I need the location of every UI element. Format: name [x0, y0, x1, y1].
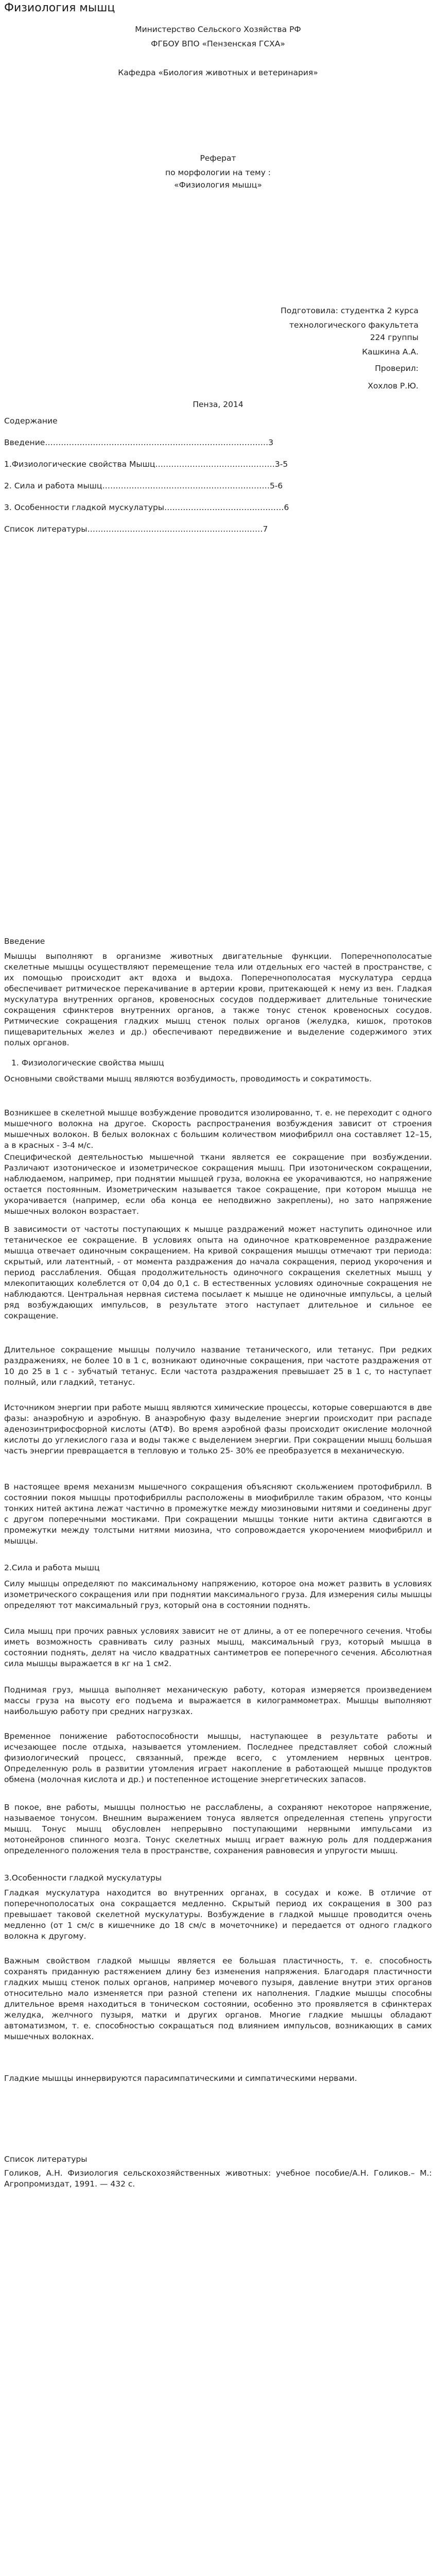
document-title: Физиология мышц	[4, 2, 115, 14]
cover-author-name: Кашкина А.А.	[362, 347, 418, 357]
cover-group: 224 группы	[370, 333, 418, 342]
cover-topic: «Физиология мышц»	[174, 180, 262, 190]
section-2-heading: 2.Сила и работа мышц	[4, 1563, 100, 1572]
section-paragraph: Гладкая мускулатура находится во внутренних органах, в сосудах и коже. В отличие от поперечнополосатых она сокращается медленно. Скрытый период их сокращения в 300 раз превышает таковой скелетной мускулатуры. Возбуждение в гладкой мышце проводится очень медленно (от 1 см/с в кишечнике до 18 см/с в мочеточнике) и передается от одного гладкого волокна к другому.	[4, 1888, 432, 1941]
toc-item: 1.Физиологические свойства Мышц………………………………………3-5	[4, 460, 288, 469]
intro-paragraph: Мышцы выполняют в организме животных двигательные функции. Поперечнополосатые скелетные мышцы осуществляют перемещение тела или отдельных его частей в пространстве, с их помощью происходит акт вдоха и выдоха. Поперечнополосатая мускулатура сердца обеспечивает ритмическое перекачивание в артерии крови, притекающей к нему из вен. Гладкая мускулатура внутренних органов, кровеносных сосудов поддерживает длительные тонические сокращения сфинктеров внутренних органов, а также тонус стенок кровеносных сосудов. Ритмические сокращения гладких мышц стенок полых органов (желудка, кишок, протоков пищеварительных желез и др.) обеспечивают передвижение и выделение содержимого этих полых органов.	[4, 952, 432, 1047]
toc-item: 2. Сила и работа мышц………………………………………………………5-6	[4, 481, 283, 490]
section-paragraph: В покое, вне работы, мышцы полностью не расслаблены, а сохраняют некоторое напряжение, называемое тонусом. Внешним выражением тонуса является определенная степень упругости мышц. Тонус мышц обусловлен непрерывно поступающими нервными импульсами из мотонейронов спинного мозга. Тонус скелетных мышц играет важную роль для поддержания определенного положения тела в пространстве, сохранения равновесия и упругости мышц.	[4, 1803, 432, 1855]
section-1-heading: 1. Физиологические свойства мышц	[11, 1058, 164, 1067]
toc-item: Список литературы…………………………………………………………7	[4, 524, 268, 534]
cover-ministry: Министерство Сельского Хозяйства РФ	[135, 25, 301, 34]
section-paragraph: Возникшее в скелетной мышце возбуждение проводится изолированно, т. е. не переходит с одного мышечного волокна на другое. Скорость распространения возбуждения зависит от строения мышечных волокон. В белых волокнах с большим количеством миофибрилл она составляет 12–15, а в красных - 3-4 м/с.	[4, 1108, 432, 1150]
cover-report-type: Реферат	[200, 154, 236, 163]
section-paragraph: В настоящее время механизм мышечного сокращения объясняют скольжением протофибрилл. В состоянии покоя мышцы протофибриллы расположены в миофибрилле таким образом, что концы тонких нитей актина лежат частично в промежутке между миозиновыми нитями и соединены друг с другом поперечными мостиками. При сокращении мышцы тонкие нити актина сдвигаются в промежутки между толстыми нитями миозина, что сопровождается укорочением миофибрилл и мышцы.	[4, 1482, 432, 1546]
toc-item: Введение…………………………………………………………………………3	[4, 438, 274, 447]
cover-checker-name: Хохлов Р.Ю.	[368, 381, 418, 391]
section-paragraph: Поднимая груз, мышца выполняет механическую работу, которая измеряется произведением массы груза на высоту его подъема и выражается в килограммометрах. Мышцы выполняют наибольшую работу при средних нагрузках.	[4, 1685, 432, 1716]
section-3-heading: 3.Особенности гладкой мускулатуры	[4, 1873, 162, 1883]
section-paragraph: Основными свойствами мышц являются возбудимость, проводимость и сократимость.	[4, 1074, 372, 1083]
section-paragraph: Важным свойством гладкой мышцы является ее большая пластичность, т. е. способность сохранять приданную растяжением длину без изменения напряжения. Благодаря пластичности гладких мышц стенок полых органов, например мочевого пузыря, давление внутри этих органов относительно мало изменяется при разной степени их наполнения. Гладкие мышцы способны длительное время находиться в тоническом состоянии, особенно это проявляется в сфинктерах желудка, желчного пузыря, матки и других органов. Многие гладкие мышцы обладают автоматизмом, т. е. способностью сокращаться под влиянием импульсов, возникающих в самих мышечных волокнах.	[4, 1956, 432, 2041]
intro-heading: Введение	[4, 937, 45, 946]
section-paragraph: Источником энергии при работе мышц являются химические процессы, которые совершаются в две фазы: анаэробную и аэробную. В анаэробную фазу выделение энергии происходит при распаде аденозинтрифосфорной кислоты (АТФ). Во время аэробной фазы происходит окисление молочной кислоты до углекислого газа и воды также с выделением энергии. При сокращении мышц большая часть энергии превращается в тепловую и только 25- 30% ее преобразуется в механическую.	[4, 1403, 432, 1455]
cover-city-year: Пенза, 2014	[193, 400, 243, 409]
section-paragraph: Временное понижение работоспособности мышцы, наступающее в результате работы и исчезающее после отдыха, называется утомлением. Последнее представляет собой сложный физиологический процесс, связанный, прежде всего, с утомлением нервных центров. Определенную роль в развитии утомления играет накопление в работающей мышце продуктов обмена (молочная кислота и др.) и постепенное истощение энергетических запасов.	[4, 1732, 432, 1784]
section-paragraph: Гладкие мышцы иннервируются парасимпатическими и симпатическими нервами.	[4, 2074, 357, 2083]
toc-heading: Содержание	[4, 416, 58, 426]
references-heading: Список литературы	[4, 2155, 88, 2164]
section-paragraph: Специфической деятельностью мышечной ткани является ее сокращение при возбуждении. Различают изотоническое и изометрическое сокращения мышц. При изотоническом сокращении, наблюдаемом, например, при поднятии мышцей груза, волокна ее укорачиваются, но напряжение остается постоянным. Изометрическим называется такое сокращение, при котором мышца не укорачивается (например, если оба конца ее неподвижно закреплены), но зато напряжение мышечных волокон возрастает.	[4, 1153, 432, 1216]
reference-item: Голиков, А.Н. Физиология сельскохозяйственных животных: учебное пособие/А.Н. Голиков.– М.: Агропромиздат, 1991. — 432 с.	[4, 2168, 432, 2189]
section-paragraph: Длительное сокращение мышцы получило название тетанического, или тетанус. При редких раздражениях, не более 10 в 1 с, возникают одиночные сокращения, при частоте раздражения от 10 до 25 в 1 с - зубчатый тетанус. Если частота раздражения превышает 25 в 1 с, то наступает полный, или гладкий, тетанус.	[4, 1345, 432, 1387]
cover-subject-line: по морфологии на тему :	[165, 168, 271, 177]
toc-item: 3. Особенности гладкой мускулатуры………………………………………6	[4, 503, 289, 512]
section-paragraph: В зависимости от частоты поступающих к мышце раздражений может наступить одиночное или тетаническое ее сокращение. В условиях опыта на одиночное кратковременное раздражение мышца отвечает одиночным сокращением. На кривой сокращения мышцы отмечают три периода: скрытый, или латентный, - от момента раздражения до начала сокращения, период укорочения и период расслабления. Общая продолжительность одиночного сокращения скелетных мышц у млекопитающих колеблется от 0,04 до 0,1 с. В естественных условиях одиночные сокращения не наблюдаются. Центральная нервная система посылает к мышце не одиночные импульсы, а целый ряд возбуждающих импульсов, в результате этого наступает длительное и сильное ее сокращение.	[4, 1225, 432, 1320]
section-paragraph: Силу мышцы определяют по максимальному напряжению, которое она может развить в условиях изометрического сокращения или при поднятии максимального груза. Для измерения силы мышцы определяют тот максимальный груз, который она в состоянии поднять.	[4, 1579, 432, 1610]
cover-department: Кафедра «Биология животных и ветеринария»	[118, 68, 318, 77]
section-paragraph: Сила мышц при прочих равных условиях зависит не от длины, а от ее поперечного сечения. Чтобы иметь возможность сравнивать силу разных мышц, максимальный груз, который мышца в состоянии поднять, делят на число квадратных сантиметров ее поперечного сечения. Абсолютная сила мышцы выражается в кг на 1 см2.	[4, 1626, 432, 1668]
cover-checked-label: Проверил:	[375, 364, 418, 373]
cover-author-intro: Подготовила: студентка 2 курса	[281, 306, 418, 315]
cover-university: ФГБОУ ВПО «Пензенская ГСХА»	[151, 39, 285, 48]
cover-faculty: технологического факультета	[289, 320, 418, 330]
